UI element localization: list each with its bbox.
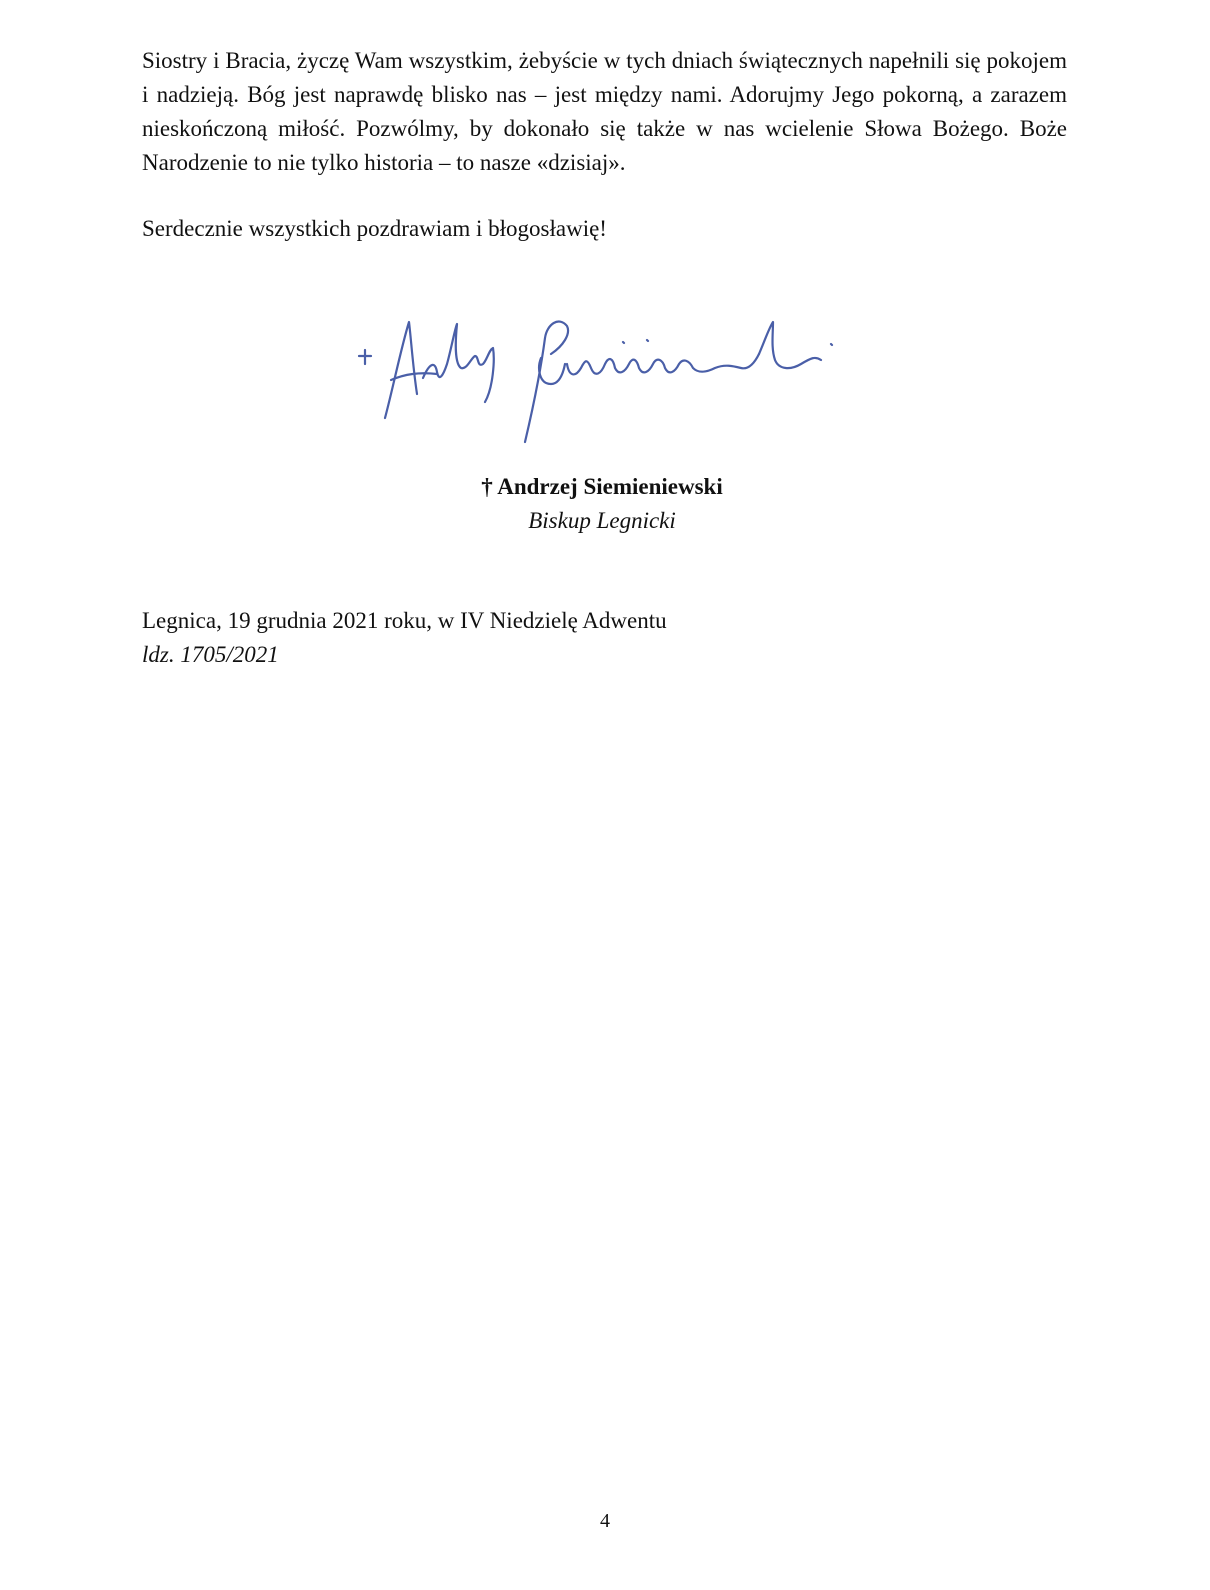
reference-number: ldz. 1705/2021	[142, 642, 279, 667]
signer-block	[345, 470, 859, 538]
letter-body-paragraph: Siostry i Bracia, życzę Wam wszystkim, żebyście w tych dniach świątecznych napełnili się pokojem i nadzieją. Bóg jest naprawdę blisko nas – jest między nami. Adorujmy Jego pokorną, a zarazem nieskończoną miłość. Pozwólmy, by dokonało się także w nas wcielenie Słowa Bożego. Boże Narodzenie to nie tylko historia – to nasze «dzisiaj».	[142, 48, 1067, 175]
handwritten-signature	[345, 298, 865, 458]
signer-title: Biskup Legnicki	[528, 508, 676, 533]
page-number: 4	[600, 1510, 610, 1532]
place-and-date: Legnica, 19 grudnia 2021 roku, w IV Niedzielę Adwentu	[142, 608, 667, 633]
closing-greeting: Serdecznie wszystkich pozdrawiam i błogosławię!	[142, 216, 607, 241]
signer-name: † Andrzej Siemieniewski	[481, 474, 723, 499]
